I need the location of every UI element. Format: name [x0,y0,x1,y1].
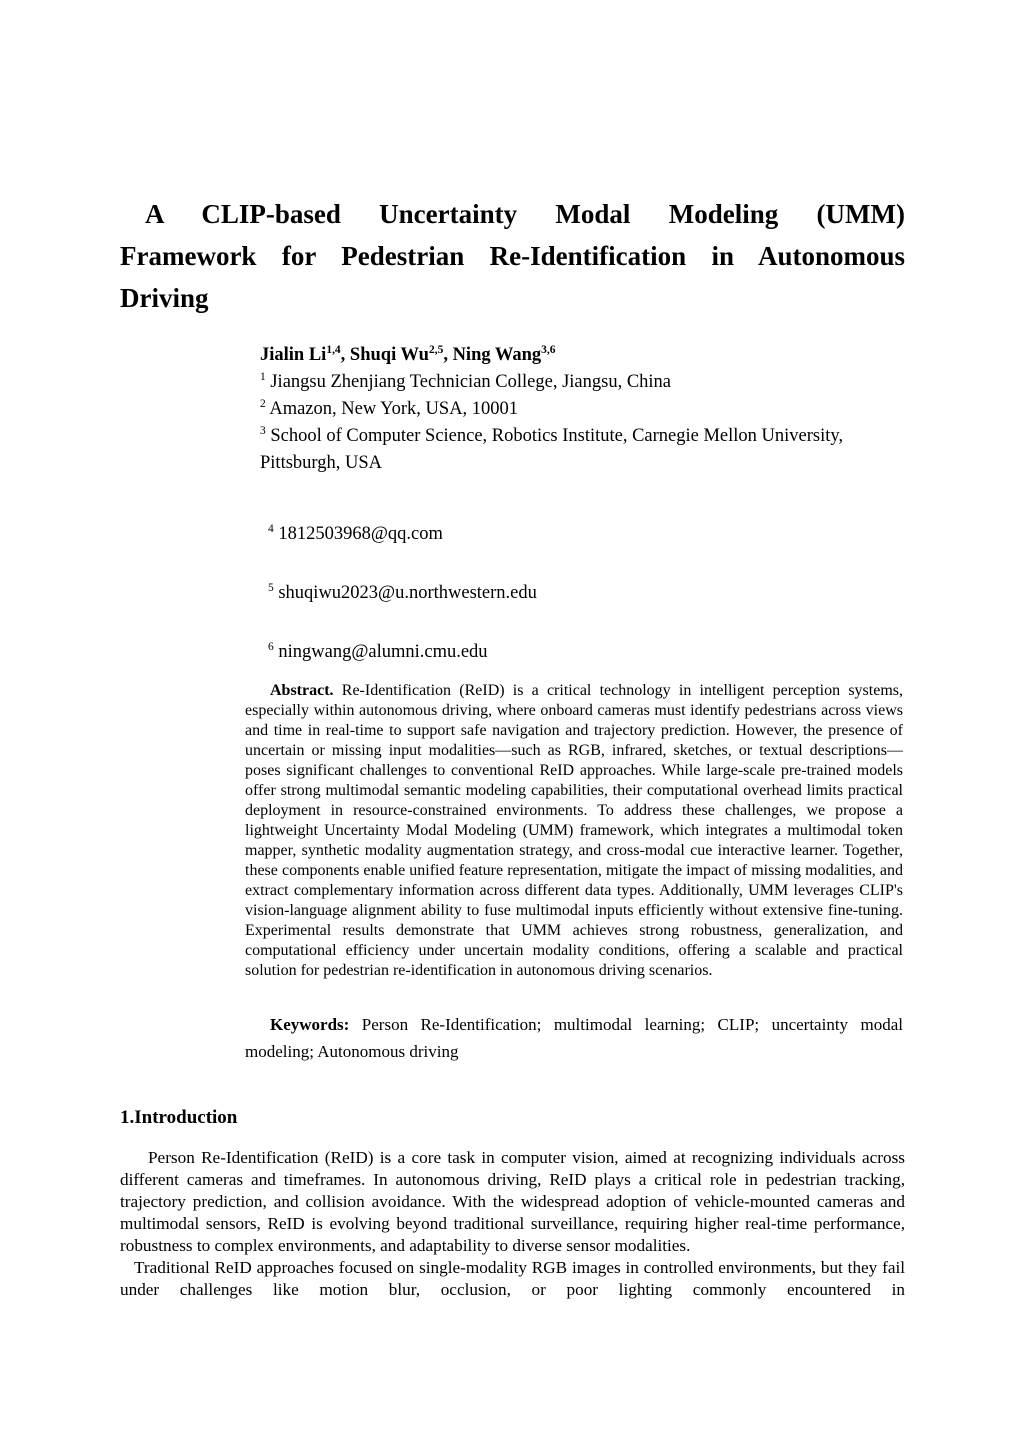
affiliation-text: School of Computer Science, Robotics Institute, Carnegie Mellon University, Pittsburgh, USA [260,426,844,473]
body-paragraph: Person Re-Identification (ReID) is a core task in computer vision, aimed at recognizing individuals across different cameras and timeframes. In autonomous driving, ReID plays a critical role in pedestrian tracking, trajectory prediction, and collision avoidance. With the widespread adoption of vehicle-mounted cameras and multimodal sensors, ReID is evolving beyond traditional surveillance, requiring higher real-time performance, robustness to complex environments, and adaptability to diverse sensor modalities. [120,1148,905,1255]
affiliation [260,396,908,423]
keywords-label: Keywords: [270,1015,350,1034]
affiliation-superscript: 2 [260,397,266,410]
body-paragraph: Traditional ReID approaches focused on single-modality RGB images in controlled environments, but they fail under challenges like motion blur, occlusion, or poor lighting commonly encountered in [120,1258,905,1299]
keywords-text: Person Re-Identification; multimodal learning; CLIP; uncertainty modal modeling; Autonomous driving [245,1015,904,1061]
author-block [260,342,908,477]
paper-title-line: A CLIP-based Uncertainty Modal Modeling (UMM) [145,199,905,229]
abstract [245,681,903,981]
section-heading: 1.Introduction [120,1107,238,1128]
affiliation-text: Jiangsu Zhenjiang Technician College, Jiangsu, China [265,372,672,392]
author-superscript: 2,5 [428,343,444,356]
email-superscript: 5 [268,581,274,594]
affiliation-text: Amazon, New York, USA, 10001 [265,399,519,419]
author-superscript: 3,6 [541,343,556,356]
affiliation [260,423,908,477]
email-address: ningwang@alumni.cmu.edu [273,642,488,662]
email-address: shuqiwu2023@u.northwestern.edu [273,583,537,603]
abstract-label: Abstract. [270,682,334,699]
keywords [245,1011,903,1065]
email-address: 1812503968@qq.com [273,524,443,544]
paper-title [120,193,905,319]
author-name: , Shuqi Wu [340,345,429,365]
email-line [268,580,905,606]
email-line [268,639,905,665]
paper-title-line: Framework for Pedestrian Re-Identification in Autonomous [120,241,905,271]
affiliation-list [260,369,908,477]
email-block [268,521,905,665]
author-name: Jialin Li [260,345,327,365]
author-name: , Ning Wang [443,345,542,365]
abstract-text: Re-Identification (ReID) is a critical technology in intelligent perception systems, especially within autonomous driving, where onboard cameras must identify pedestrians across views and time in real-time to support safe navigation and trajectory prediction. However, the presence of uncertain or missing input modalities—such as RGB, infrared, sketches, or textual descriptions—poses significant challenges to conventional ReID approaches. While large-scale pre-trained models offer strong multimodal semantic modeling capabilities, their computational overhead limits practical deployment in resource-constrained environments. To address these challenges, we propose a lightweight Uncertainty Modal Modeling (UMM) framework, which integrates a multimodal token mapper, synthetic modality augmentation strategy, and cross-modal cue interactive learner. Together, these components enable unified feature representation, mitigate the impact of missing modalities, and extract complementary information across different data types. Additionally, UMM leverages CLIP's vision-language alignment ability to fuse multimodal inputs efficiently without extensive fine-tuning. Experimental results demonstrate that UMM achieves strong robustness, generalization, and computational efficiency under uncertain modality conditions, offering a scalable and practical solution for pedestrian re-identification in autonomous driving scenarios. [245,682,904,979]
email-line [268,521,905,547]
affiliation-superscript: 3 [260,424,266,437]
author-superscript: 1,4 [326,343,341,356]
email-superscript: 4 [268,522,274,535]
paper-title-line: Driving [120,283,209,313]
sections [120,1105,905,1301]
author-names [260,342,908,369]
affiliation [260,369,908,396]
email-superscript: 6 [268,640,274,653]
affiliation-superscript: 1 [260,370,266,383]
